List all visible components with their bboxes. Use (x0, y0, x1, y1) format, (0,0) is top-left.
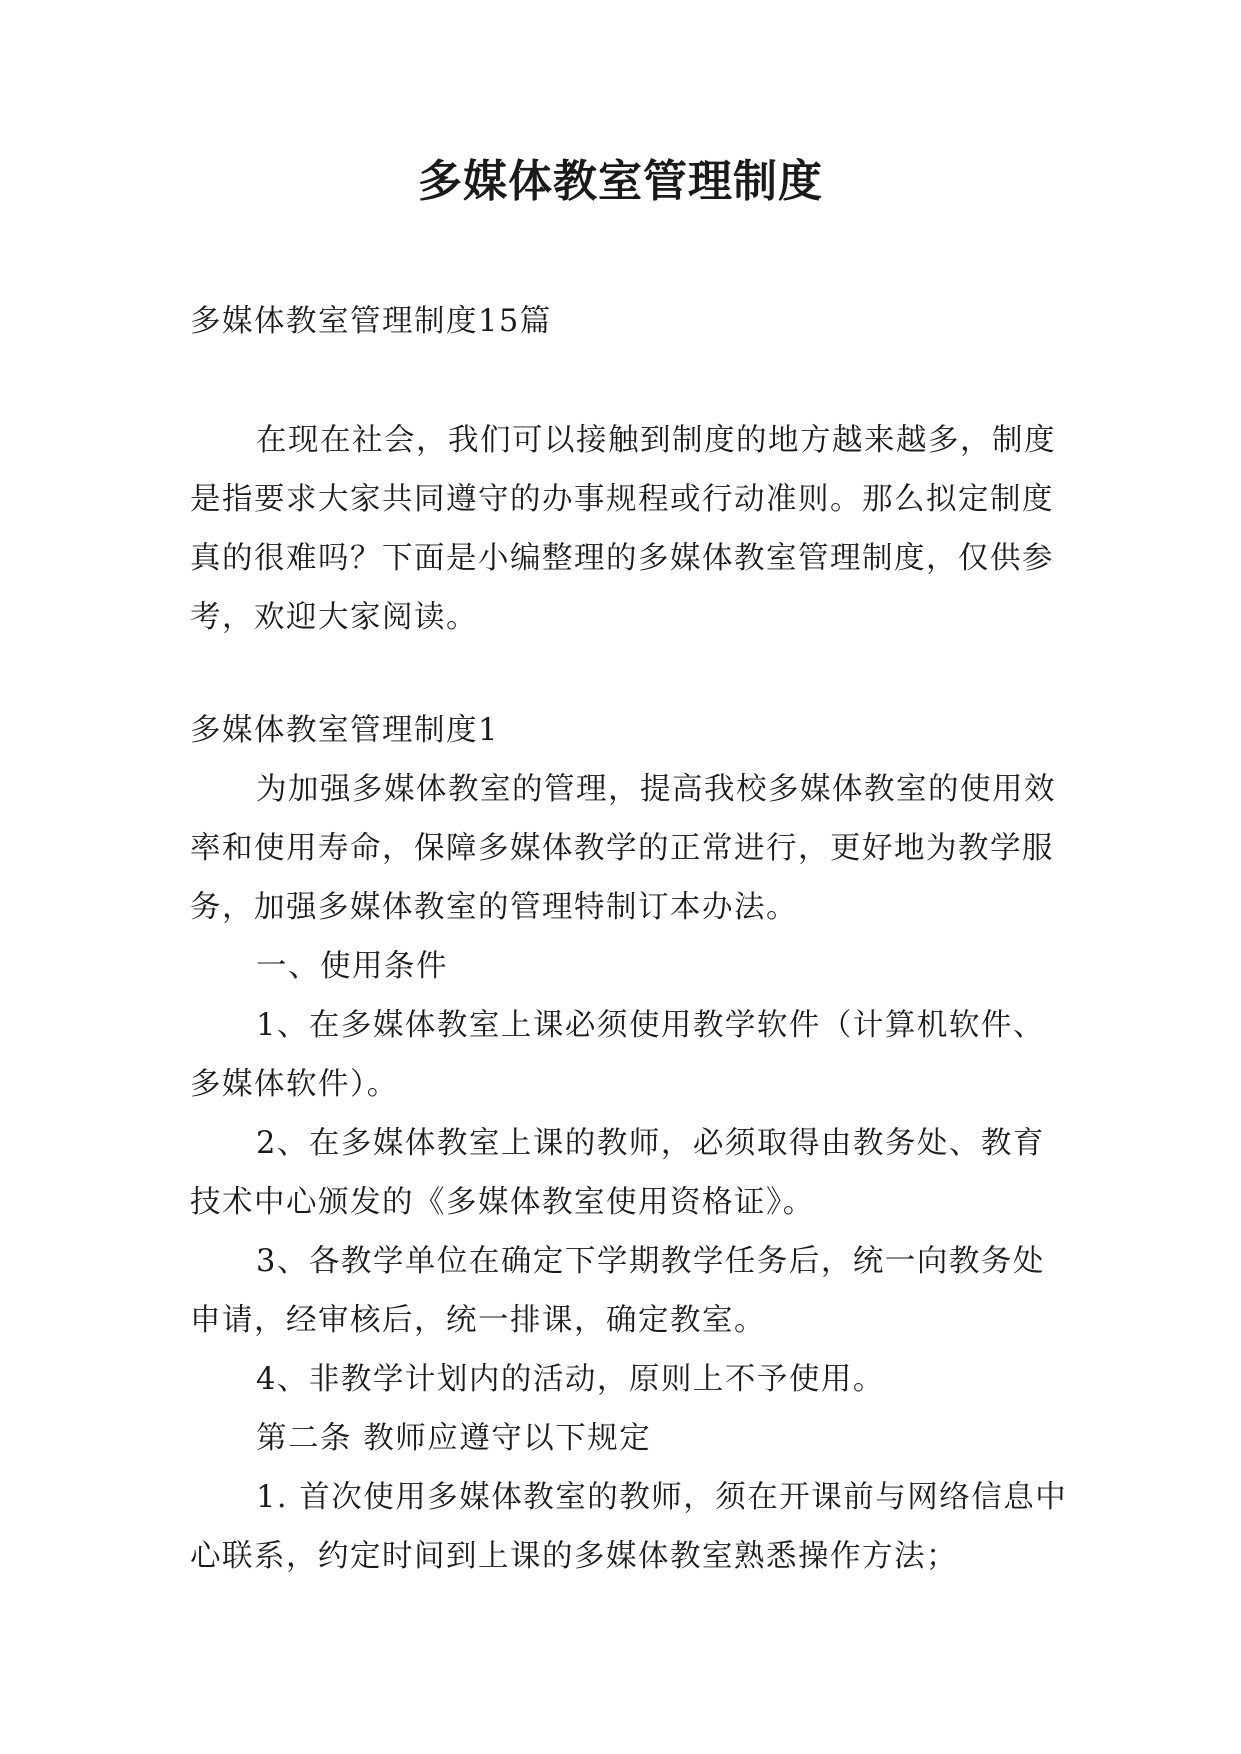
intro-paragraph: 在现在社会，我们可以接触到制度的地方越来越多，制度是指要求大家共同遵守的办事规程或行动准则。那么拟定制度真的很难吗？下面是小编整理的多媒体教室管理制度，仅供参考，欢迎大家阅读。 (190, 423, 1056, 635)
document-body (190, 292, 1070, 1586)
section-paragraph: 为加强多媒体教室的管理，提高我校多媒体教室的使用效率和使用寿命，保障多媒体教学的正常进行，更好地为教学服务，加强多媒体教室的管理特制订本办法。 (190, 772, 1056, 925)
part-heading-usage-conditions: 一、使用条件 (256, 949, 448, 984)
article-heading: 第二条 教师应遵守以下规定 (256, 1421, 652, 1456)
list-item: 3、各教学单位在确定下学期教学任务后，统一向教务处申请，经审核后，统一排课，确定教室。 (190, 1244, 1045, 1338)
list-item: 2、在多媒体教室上课的教师，必须取得由教务处、教育技术中心颁发的《多媒体教室使用资格证》。 (190, 1126, 1045, 1220)
document-title: 多媒体教室管理制度 (418, 156, 823, 207)
list-item: 4、非教学计划内的活动，原则上不予使用。 (256, 1362, 885, 1397)
section-heading: 多媒体教室管理制度1 (190, 713, 499, 748)
list-item: 1、在多媒体教室上课必须使用教学软件（计算机软件、多媒体软件）。 (190, 1008, 1045, 1102)
document-subtitle: 多媒体教室管理制度15篇 (190, 304, 552, 339)
rule-item: 1. 首次使用多媒体教室的教师，须在开课前与网络信息中心联系，约定时间到上课的多媒体教室熟悉操作方法； (190, 1480, 1068, 1574)
